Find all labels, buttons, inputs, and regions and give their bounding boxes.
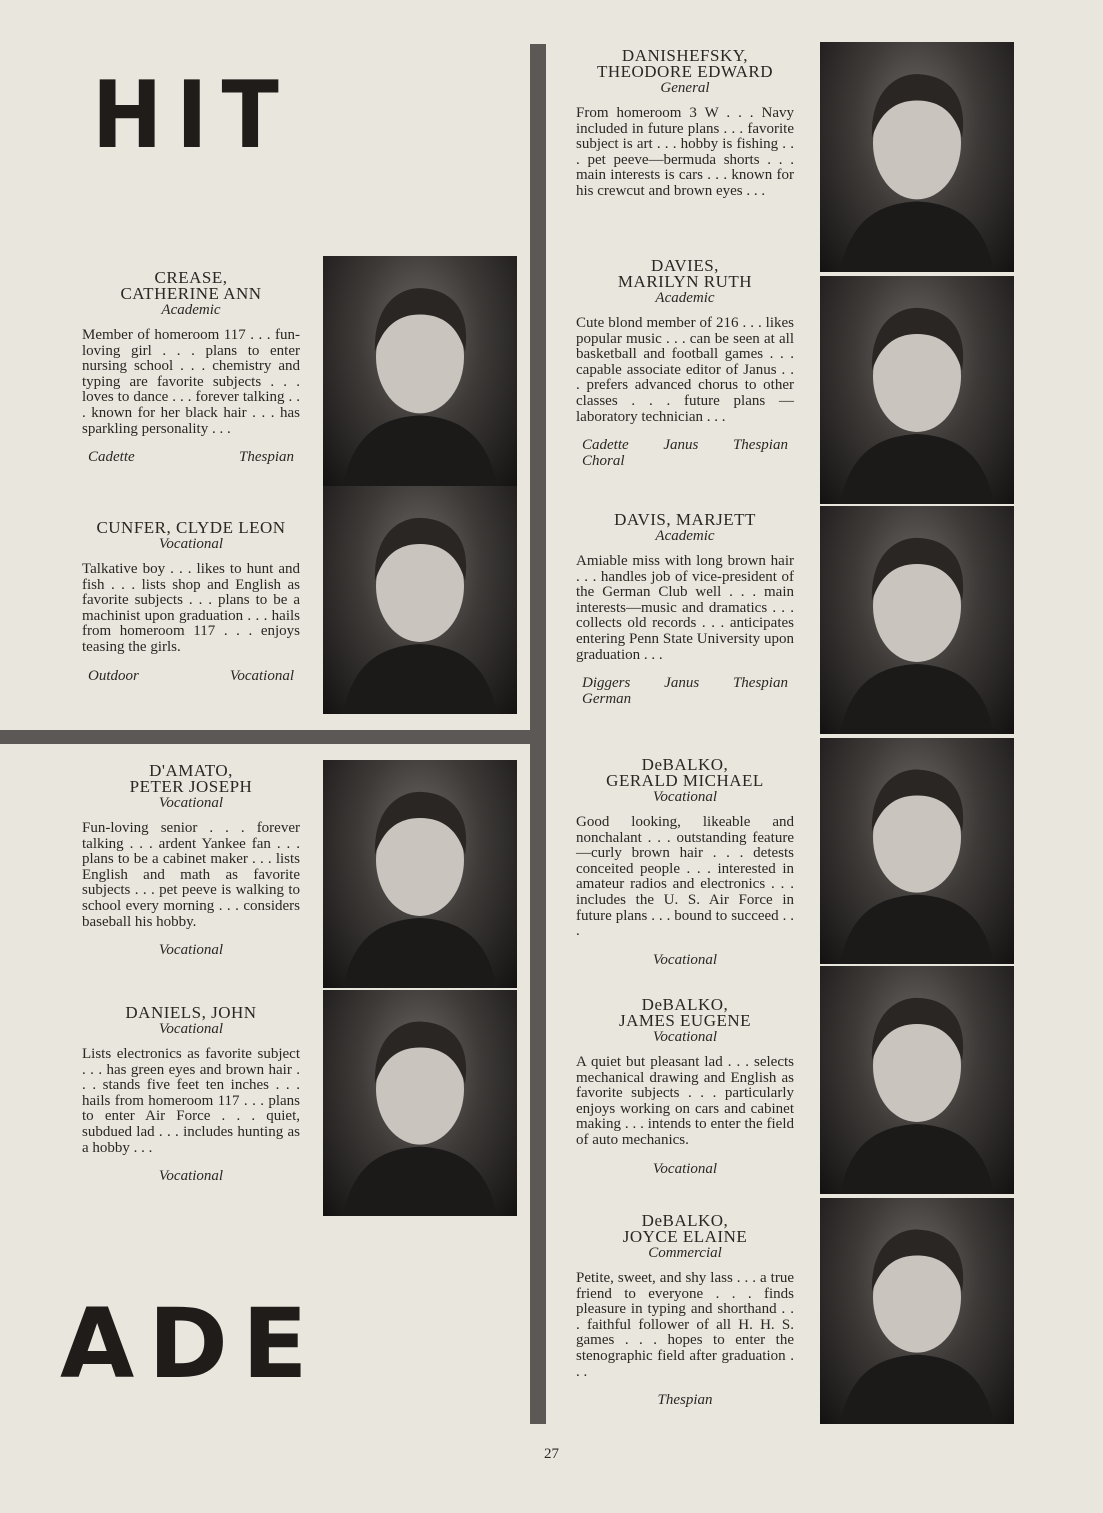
portrait-photo bbox=[323, 256, 517, 486]
portrait-photo bbox=[820, 506, 1014, 734]
student-name-line1: DAVIES, bbox=[651, 256, 719, 275]
student-name-line1: DAVIS, MARJETT bbox=[614, 510, 756, 529]
student-name-line2: CATHERINE ANN bbox=[120, 284, 262, 303]
student-bio: From homeroom 3 W . . . Navy included in future plans . . . favorite subject is art . . . hobby is fishing . . . pet peeve—bermuda shorts . . . main interests is cars . . . known for his crewcut and brown eyes . . . bbox=[576, 105, 794, 199]
student-name bbox=[576, 48, 794, 80]
student-entry bbox=[576, 48, 794, 200]
student-course: Academic bbox=[161, 302, 221, 318]
portrait-silhouette-icon bbox=[323, 486, 517, 714]
student-bio: Good looking, likeable and nonchalant . . . outstanding feature—curly brown hair . . . detests conceited people . . . interested in amateur radios and electronics . . . includes the U. S. Air Force in future plans . . . bound to succeed . . . bbox=[576, 814, 794, 940]
student-name-line1: CREASE, bbox=[154, 268, 228, 287]
portrait-photo bbox=[323, 760, 517, 988]
student-entry bbox=[576, 512, 794, 707]
portrait-photo bbox=[820, 276, 1014, 504]
student-activities bbox=[82, 668, 300, 684]
student-name bbox=[576, 1213, 794, 1245]
activity-label: German bbox=[582, 691, 632, 708]
page-number: 27 bbox=[544, 1446, 559, 1462]
portrait-photo bbox=[820, 738, 1014, 964]
student-entry bbox=[576, 997, 794, 1177]
portrait-silhouette-icon bbox=[820, 506, 1014, 734]
student-entry bbox=[576, 757, 794, 968]
student-bio: A quiet but pleasant lad . . . selects mechanical drawing and English as favorite subjects . . . particularly enjoys working on cars and cabinet making . . . intends to enter the field of auto mechanics. bbox=[576, 1054, 794, 1148]
student-name bbox=[82, 270, 300, 302]
student-bio: Fun-loving senior . . . forever talking . . . ardent Yankee fan . . . plans to be a cabinet maker . . . lists English and math as favorite subjects . . . pet peeve is walking to school every morning . . . considers baseball his hobby. bbox=[82, 820, 300, 930]
student-course: Vocational bbox=[652, 789, 718, 805]
headline-top: HIT bbox=[92, 61, 293, 169]
student-name bbox=[576, 512, 794, 528]
activity-label: Outdoor bbox=[88, 667, 139, 684]
student-name-line1: CUNFER, CLYDE LEON bbox=[96, 518, 286, 537]
student-name-line2: GERALD MICHAEL bbox=[606, 771, 764, 790]
portrait-photo bbox=[323, 486, 517, 714]
student-course: Vocational bbox=[158, 795, 224, 811]
student-course: Vocational bbox=[158, 1021, 224, 1037]
portrait-silhouette-icon bbox=[820, 1198, 1014, 1424]
student-entry bbox=[576, 258, 794, 469]
student-activities bbox=[82, 942, 300, 958]
student-name-line1: DeBALKO, bbox=[641, 755, 729, 774]
student-name-line1: DANISHEFSKY, bbox=[621, 46, 749, 65]
student-bio: Member of homeroom 117 . . . fun-loving girl . . . plans to enter nursing school . . . chemistry and typing are favorite subjects . . . loves to dance . . . forever talking . . . known for her black hair . . . has sparkling personality . . . bbox=[82, 327, 300, 437]
student-course: Vocational bbox=[652, 1029, 718, 1045]
portrait-silhouette-icon bbox=[820, 276, 1014, 504]
student-entry bbox=[82, 763, 300, 958]
student-name-line2: PETER JOSEPH bbox=[129, 777, 253, 796]
activity-label: Vocational bbox=[158, 1168, 224, 1185]
activity-label: Thespian bbox=[732, 437, 788, 454]
portrait-silhouette-icon bbox=[820, 738, 1014, 964]
student-name bbox=[82, 1005, 300, 1021]
student-entry bbox=[576, 1213, 794, 1408]
student-name-line2: MARILYN RUTH bbox=[617, 272, 753, 291]
student-activities bbox=[82, 449, 300, 465]
portrait-photo bbox=[820, 966, 1014, 1194]
student-entry bbox=[82, 520, 300, 684]
student-name-line2: JOYCE ELAINE bbox=[622, 1227, 748, 1246]
student-activities bbox=[576, 952, 794, 968]
portrait-photo bbox=[323, 990, 517, 1216]
headline-bottom: ADE bbox=[60, 1288, 322, 1400]
student-bio: Cute blond member of 216 . . . likes popular music . . . can be seen at all basketball and football games . . . capable associate editor of Janus . . . prefers advanced chorus to other classes . . . future plans — laboratory technician . . . bbox=[576, 315, 794, 425]
student-name-line1: DANIELS, JOHN bbox=[125, 1003, 257, 1022]
student-entry bbox=[82, 270, 300, 465]
student-course: Academic bbox=[655, 290, 715, 306]
activity-label: Vocational bbox=[229, 667, 294, 684]
student-name bbox=[82, 763, 300, 795]
portrait-silhouette-icon bbox=[820, 966, 1014, 1194]
student-name bbox=[576, 258, 794, 290]
activity-label: Janus bbox=[664, 675, 700, 692]
activity-label: Diggers bbox=[582, 675, 631, 692]
portrait-photo bbox=[820, 1198, 1014, 1424]
student-activities bbox=[82, 1168, 300, 1184]
student-name-line1: DeBALKO, bbox=[641, 1211, 729, 1230]
student-course: Commercial bbox=[648, 1245, 722, 1261]
student-course: Vocational bbox=[158, 536, 224, 552]
student-name-line1: DeBALKO, bbox=[641, 995, 729, 1014]
activity-label: Vocational bbox=[158, 942, 224, 959]
student-course: Academic bbox=[655, 528, 715, 544]
activity-label: Janus bbox=[663, 437, 699, 454]
student-name-line2: JAMES EUGENE bbox=[618, 1011, 752, 1030]
portrait-silhouette-icon bbox=[323, 256, 517, 486]
student-name bbox=[576, 997, 794, 1029]
student-bio: Talkative boy . . . likes to hunt and fish . . . lists shop and English as favorite subjects . . . plans to be a machinist upon graduation . . . hails from homeroom 117 . . . enjoys teasing the girls. bbox=[82, 561, 300, 655]
student-bio: Lists electronics as favorite subject . . . has green eyes and brown hair . . . stands five feet ten inches . . . hails from homeroom 117 . . . plans to enter Air Force . . . quiet, subdued lad . . . includes hunting as a hobby . . . bbox=[82, 1046, 300, 1156]
student-bio: Petite, sweet, and shy lass . . . a true friend to everyone . . . finds pleasure in typing and shorthand . . . faithful follower of all H. H. S. games . . . hopes to enter the stenographic field after graduation . . . bbox=[576, 1270, 794, 1380]
activity-label: Thespian bbox=[657, 1392, 713, 1409]
student-name bbox=[576, 757, 794, 789]
portrait-photo bbox=[820, 42, 1014, 272]
portrait-silhouette-icon bbox=[820, 42, 1014, 272]
student-name-line1: D'AMATO, bbox=[149, 761, 233, 780]
activity-label: Vocational bbox=[652, 951, 718, 968]
student-activities bbox=[576, 1392, 794, 1408]
activity-label: Choral bbox=[582, 453, 625, 470]
student-activities bbox=[576, 1161, 794, 1177]
portrait-silhouette-icon bbox=[323, 760, 517, 988]
student-bio: Amiable miss with long brown hair . . . handles job of vice-president of the German Club well . . . main interests—music and dramatics . . . collects old records . . . anticipates entering Penn State University upon graduation . . . bbox=[576, 553, 794, 663]
horizontal-divider bbox=[0, 730, 546, 744]
student-entry bbox=[82, 1005, 300, 1184]
activity-label: Cadette bbox=[88, 449, 135, 466]
student-activities bbox=[576, 437, 794, 469]
activity-label: Vocational bbox=[652, 1160, 718, 1177]
activity-label: Thespian bbox=[238, 449, 294, 466]
activity-label: Cadette bbox=[582, 437, 629, 454]
student-name bbox=[82, 520, 300, 536]
student-name-line2: THEODORE EDWARD bbox=[596, 62, 774, 81]
student-activities bbox=[576, 675, 794, 707]
student-course: General bbox=[660, 80, 710, 96]
activity-label: Thespian bbox=[732, 675, 788, 692]
portrait-silhouette-icon bbox=[323, 990, 517, 1216]
